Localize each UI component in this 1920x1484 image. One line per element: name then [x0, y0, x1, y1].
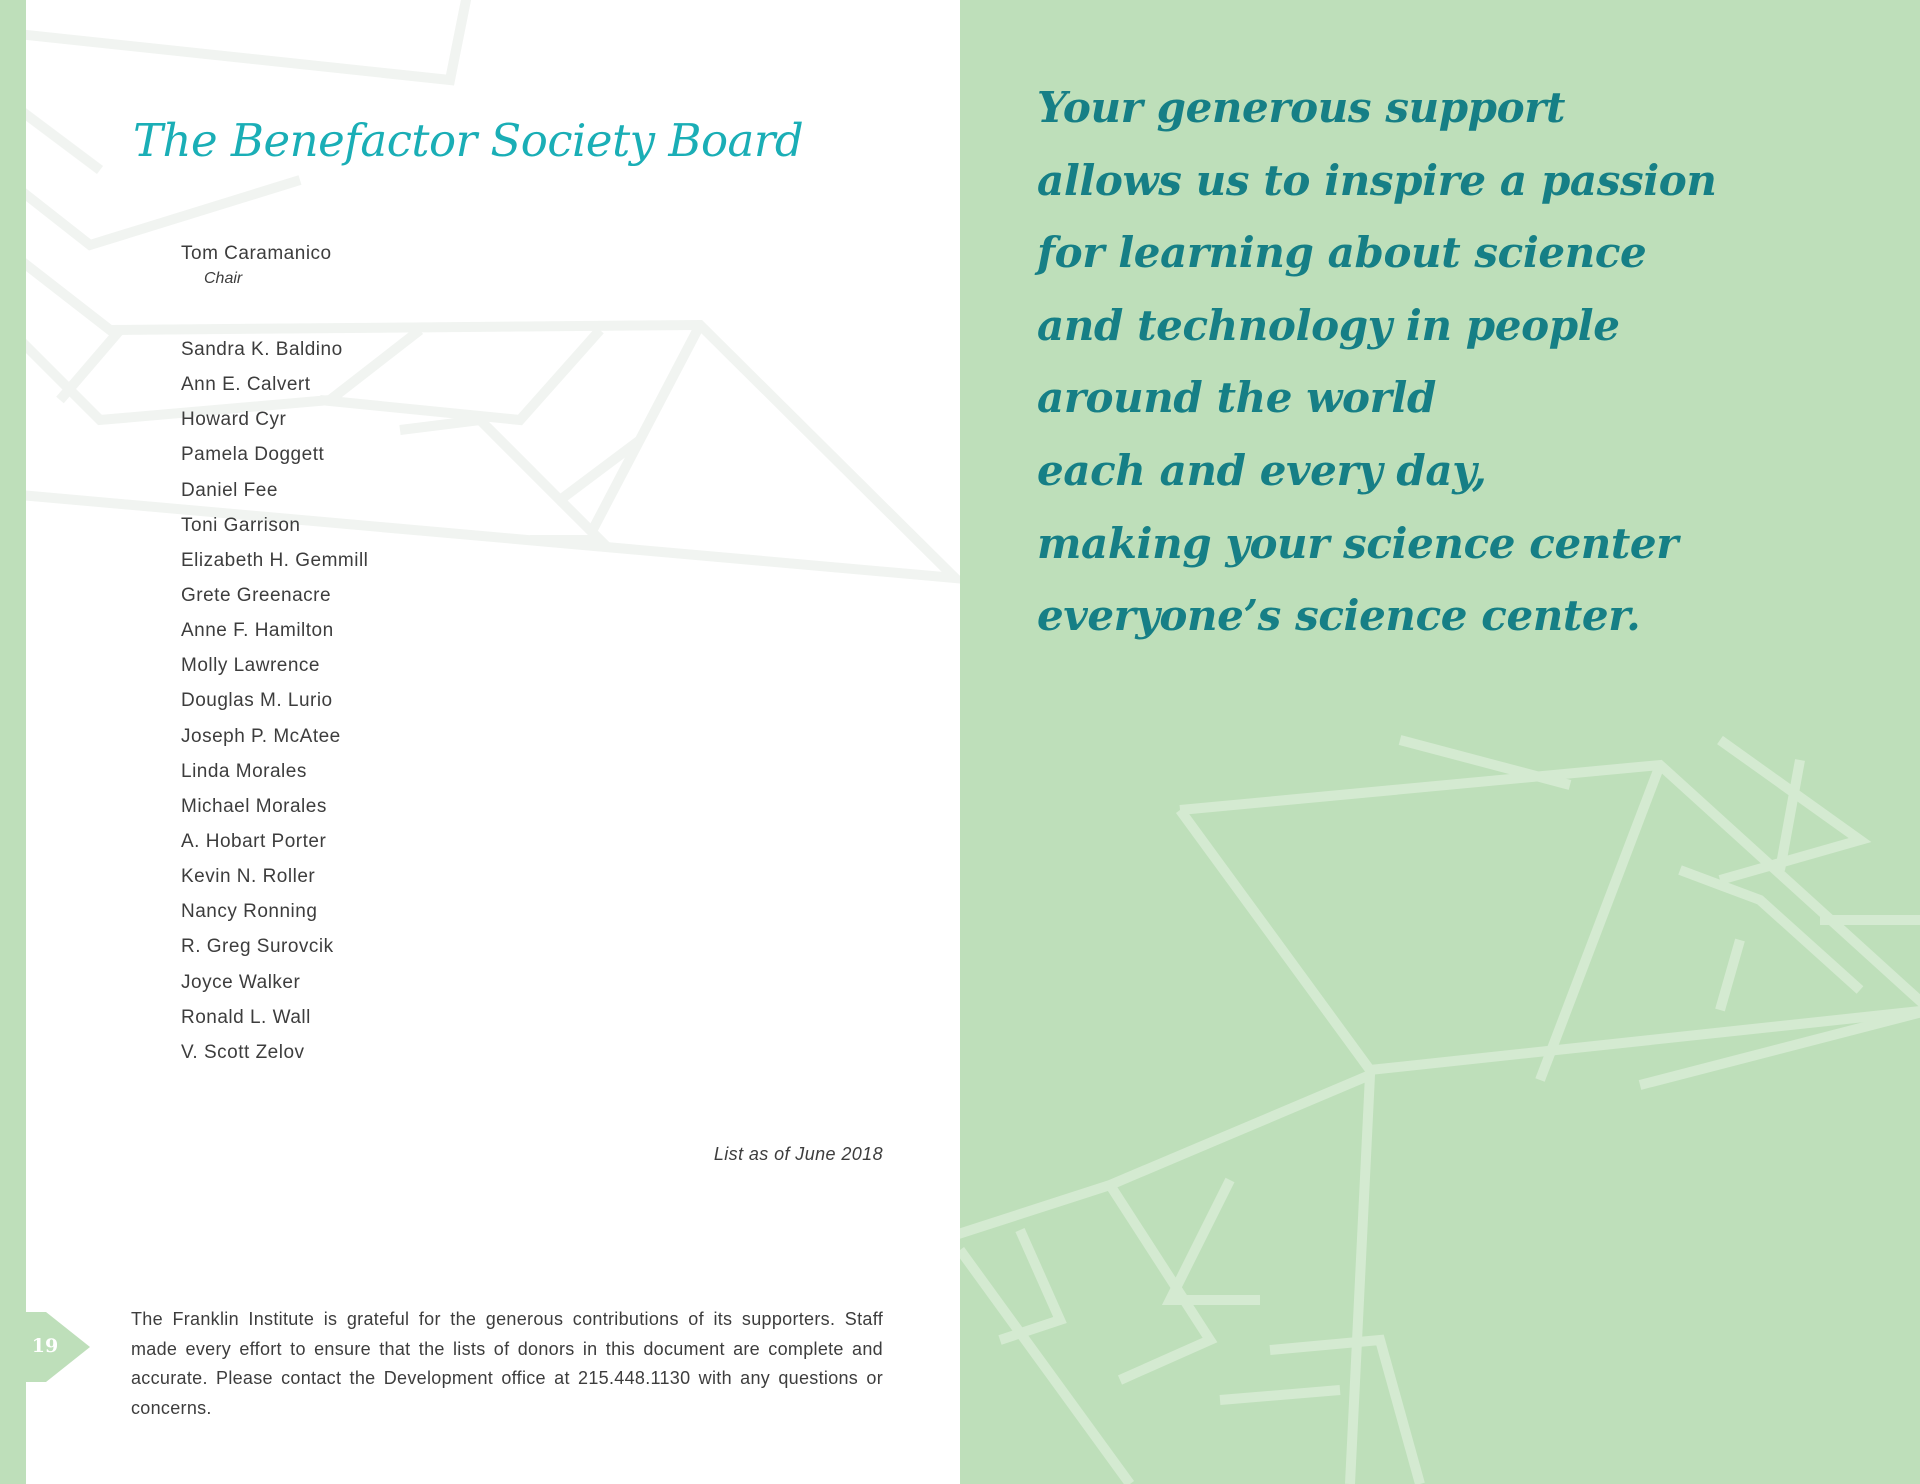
- quote-line: everyone’s science center.: [1037, 591, 1641, 641]
- right-page: [960, 0, 1920, 1484]
- list-item: A. Hobart Porter: [181, 830, 327, 852]
- list-item: Howard Cyr: [181, 409, 287, 431]
- list-item: Anne F. Hamilton: [181, 620, 334, 642]
- chair-role: Chair: [204, 270, 243, 287]
- list-item: Daniel Fee: [181, 479, 278, 501]
- list-item: Joseph P. McAtee: [181, 725, 341, 747]
- list-item: Linda Morales: [181, 760, 307, 782]
- list-item: Ronald L. Wall: [181, 1006, 311, 1028]
- quote-line: for learning about science: [1037, 228, 1647, 278]
- list-item: V. Scott Zelov: [181, 1041, 305, 1063]
- quote-line: making your science center: [1037, 518, 1678, 568]
- list-item: Toni Garrison: [181, 514, 301, 536]
- list-item: Nancy Ronning: [181, 901, 318, 923]
- list-item: Elizabeth H. Gemmill: [181, 549, 369, 571]
- supporter-quote: [1037, 78, 1717, 659]
- donor-disclaimer: The Franklin Institute is grateful for the generous contributions of its supporters. Staff made every effort to ensure that the lists of donors in this document are complete and accurate. Please contact the Development office at 215.448.1130 with any questions or concerns.: [131, 1309, 883, 1418]
- page-title: The Benefactor Society Board: [133, 114, 804, 167]
- quote-line: each and every day,: [1037, 445, 1487, 495]
- list-item: Molly Lawrence: [181, 655, 320, 677]
- list-item: Michael Morales: [181, 795, 327, 817]
- left-edge-strip: [0, 0, 26, 1484]
- list-item: Douglas M. Lurio: [181, 690, 333, 712]
- quote-line: Your generous support: [1037, 83, 1565, 132]
- quote-line: allows us to inspire a passion: [1037, 155, 1717, 205]
- chair-name: Tom Caramanico: [181, 243, 332, 264]
- list-item: Ann E. Calvert: [181, 374, 311, 396]
- list-item: Pamela Doggett: [181, 444, 325, 466]
- list-item: Kevin N. Roller: [181, 866, 316, 888]
- quote-line: around the world: [1037, 373, 1436, 423]
- quote-line: and technology in people: [1037, 300, 1620, 350]
- list-date-note: List as of June 2018: [713, 1144, 883, 1164]
- board-member-list: [181, 338, 368, 1076]
- list-item: R. Greg Surovcik: [181, 936, 334, 958]
- list-item: Grete Greenacre: [181, 584, 332, 606]
- page-number: 19: [31, 1335, 59, 1357]
- list-item: Joyce Walker: [181, 971, 301, 993]
- list-item: Sandra K. Baldino: [181, 339, 343, 360]
